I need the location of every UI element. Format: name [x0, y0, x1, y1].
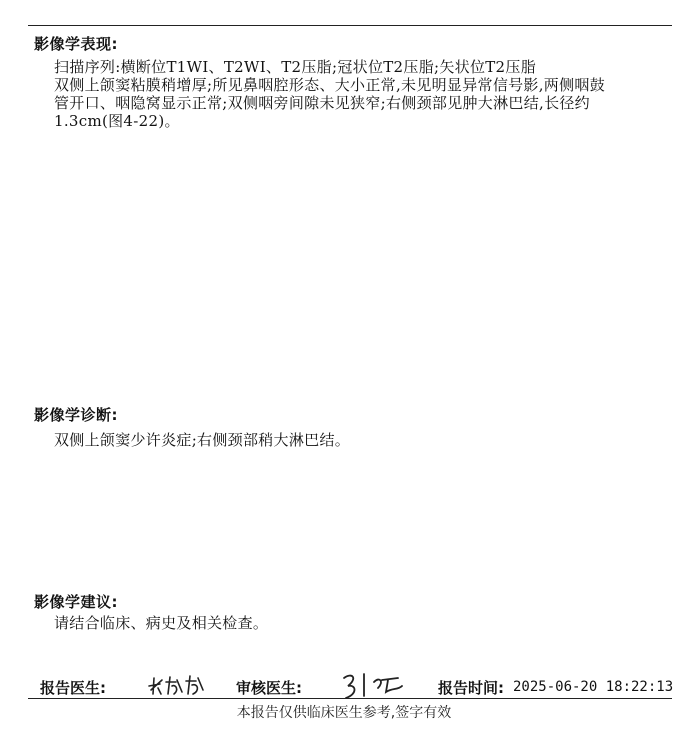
- findings-title: 影像学表现:: [34, 35, 118, 53]
- report-doctor-label: 报告医生:: [40, 679, 106, 697]
- report-time-label: 报告时间:: [438, 679, 504, 697]
- findings-description: 双侧上颌窦粘膜稍增厚;所见鼻咽腔形态、大小正常,未见明显异常信号影,两侧咽鼓管开口、咽隐窝显示正常;双侧咽旁间隙未见狭窄;右侧颈部见肿大淋巴结,长径约1.3cm(图4-22)。: [54, 76, 605, 130]
- report-doctor-signature: [146, 672, 208, 698]
- advice-title: 影像学建议:: [34, 593, 118, 611]
- findings-body: [54, 58, 610, 130]
- findings-scan-sequence: 扫描序列:横断位T1WI、T2WI、T2压脂;冠状位T2压脂;矢状位T2压脂: [54, 58, 536, 76]
- report-note: 本报告仅供临床医生参考,签字有效: [236, 705, 452, 721]
- bottom-rule: [28, 698, 672, 699]
- review-doctor-label: 审核医生:: [236, 679, 302, 697]
- advice-text: 请结合临床、病史及相关检查。: [54, 614, 269, 632]
- report-time-value: 2025-06-20 18:22:13: [513, 679, 674, 695]
- diagnosis-title: 影像学诊断:: [34, 406, 118, 424]
- diagnosis-text: 双侧上颌窦少许炎症;右侧颈部稍大淋巴结。: [54, 431, 351, 449]
- review-doctor-signature: [338, 668, 408, 702]
- top-rule: [28, 25, 672, 26]
